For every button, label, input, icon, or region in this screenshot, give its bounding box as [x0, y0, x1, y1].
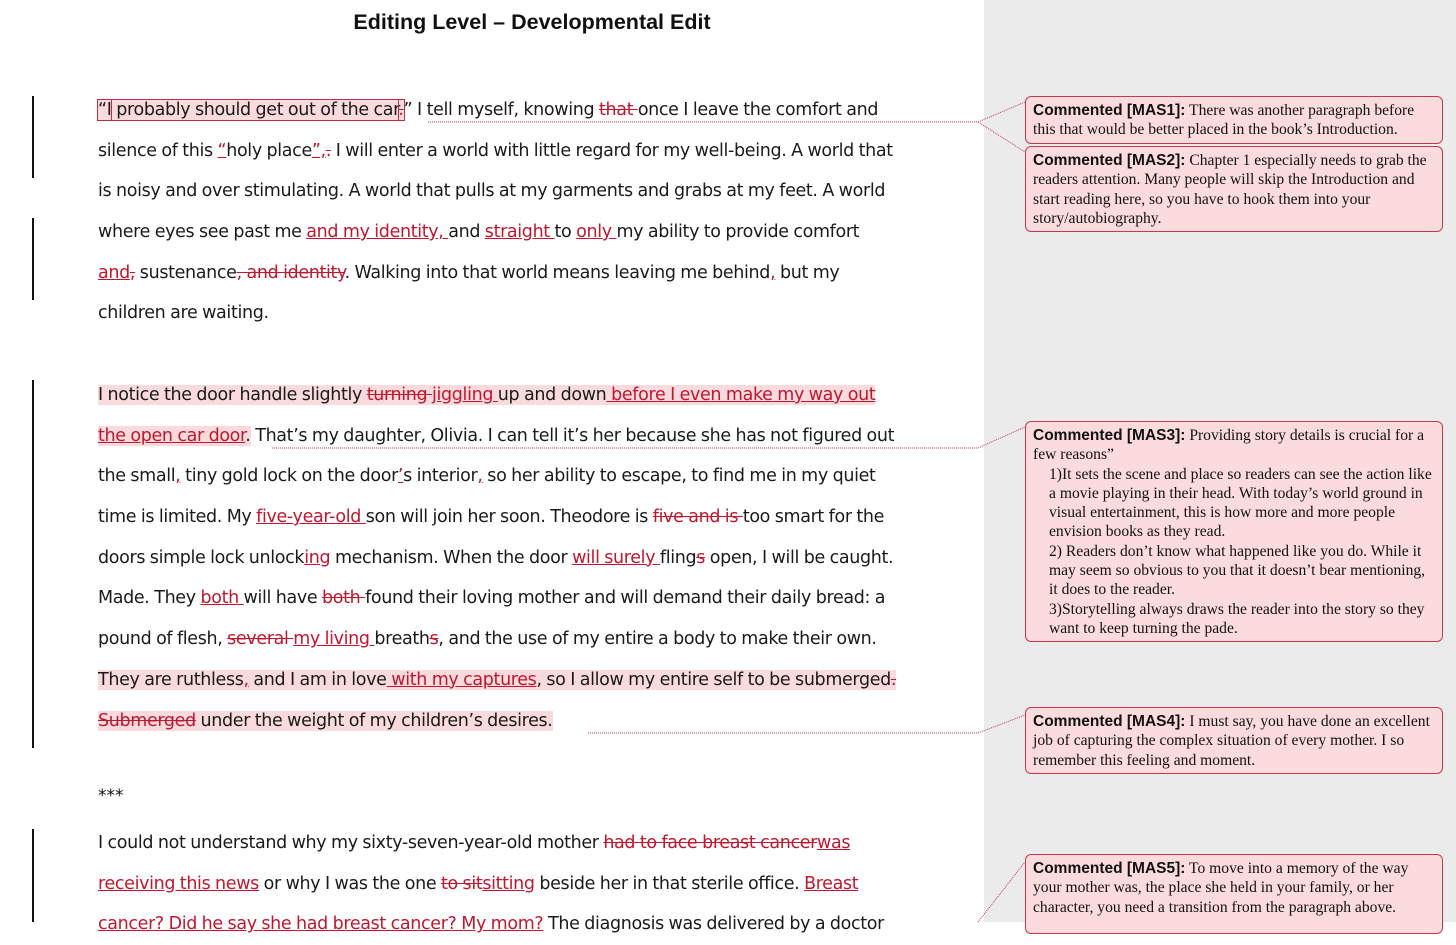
text-run: will have: [243, 588, 323, 609]
inserted-text[interactable]: ”,: [311, 140, 326, 161]
text-line: is noisy and over stimulating. A world that pulls at my garments and grabs at my feet. A world: [98, 181, 886, 202]
inserted-text[interactable]: with my captures: [386, 669, 537, 690]
connector-line: [588, 715, 1025, 733]
deleted-text[interactable]: Submerged: [98, 710, 196, 731]
comment-label: Commented [MAS3]:: [1033, 427, 1186, 444]
text-run: or why I was the one: [258, 873, 441, 894]
scene-break: ***: [98, 786, 124, 806]
deleted-text[interactable]: had to face breast cancer: [603, 833, 817, 853]
text-run: fling: [659, 547, 697, 568]
comment-text: There was another paragraph before this that would be better placed in the book’s Introduction.: [1033, 102, 1415, 139]
text-run: holy place: [226, 140, 312, 161]
comment-text: Chapter 1 especially needs to grab the readers attention. Many people will skip the Introduction and start reading here, so you have to hook them into your story/autobiography.: [1033, 152, 1427, 227]
inserted-text[interactable]: receiving this news: [98, 873, 259, 894]
inserted-text[interactable]: straight: [484, 222, 555, 243]
text-run: doors simple lock unlock: [98, 547, 305, 568]
text-run: to: [554, 222, 577, 243]
connector-line: [978, 862, 1025, 922]
connector-line: [428, 102, 1025, 122]
text-run: under the weight of my children’s desires.: [195, 710, 553, 731]
text-line: children are waiting.: [98, 303, 269, 324]
text-run: up and down: [497, 385, 607, 405]
inserted-text[interactable]: sitting: [482, 873, 535, 894]
comment-balloon[interactable]: [1025, 421, 1443, 642]
deleted-text[interactable]: that: [598, 100, 638, 120]
deleted-text[interactable]: s: [429, 629, 439, 650]
text-run: s interior: [403, 466, 478, 487]
deleted-text[interactable]: s: [696, 547, 706, 568]
text-run: open, I will be caught.: [705, 547, 894, 568]
text-run: and: [448, 222, 485, 243]
inserted-text[interactable]: my living: [293, 629, 375, 650]
comment-text: I must say, you have done an excellent job of capturing the complex situation of every mother. I so remember this feeling and moment.: [1033, 713, 1430, 769]
deleted-text[interactable]: .: [398, 100, 404, 120]
inserted-text[interactable]: and: [98, 262, 130, 283]
text-run: time is limited. My: [98, 507, 257, 528]
deleted-text[interactable]: several: [227, 629, 294, 650]
deleted-text[interactable]: ,: [129, 262, 136, 283]
text-run: and I am in love: [248, 669, 387, 690]
text-run: “I: [98, 100, 112, 120]
connector-line: [978, 122, 1025, 152]
comment-label: Commented [MAS2]:: [1033, 152, 1186, 169]
inserted-text[interactable]: ’: [397, 466, 404, 487]
comment-text: To move into a memory of the way your mother was, the place she held in your family, or her character, you need a transition from the paragraph above.: [1033, 860, 1409, 916]
comment-label: Commented [MAS4]:: [1033, 713, 1186, 730]
text-run: breath: [374, 629, 430, 650]
inserted-text[interactable]: and my identity,: [306, 222, 449, 243]
text-run: I will enter a world with little regard for my well-being. A world that: [331, 140, 893, 161]
inserted-text[interactable]: will surely: [572, 547, 660, 568]
text-run: , so I allow my entire self to be submerged: [536, 669, 891, 690]
text-run: mechanism. When the door: [330, 547, 573, 568]
text-run: , and the use of my entire a body to make their own.: [438, 629, 877, 650]
inserted-text[interactable]: only: [576, 222, 617, 243]
text-run: They are ruthless: [98, 669, 244, 690]
comment-text: Providing story details is crucial for a few reasons”: [1033, 427, 1425, 464]
deleted-text[interactable]: .: [890, 669, 897, 690]
inserted-text[interactable]: the open car door: [98, 425, 246, 446]
text-run: sustenance: [135, 262, 237, 283]
inserted-text[interactable]: cancer? Did he say she had breast cancer? My mom?: [98, 914, 544, 935]
text-run: beside her in that sterile office.: [534, 873, 805, 894]
deleted-text[interactable]: turning: [366, 385, 433, 405]
inserted-text[interactable]: “: [217, 140, 227, 161]
inserted-text[interactable]: was: [817, 833, 851, 853]
comment-balloon[interactable]: [1025, 96, 1443, 144]
connector-line: [272, 427, 1025, 448]
text-run: I notice the door handle slightly: [98, 385, 367, 405]
inserted-text[interactable]: ing: [304, 547, 331, 568]
text-run: my ability to provide comfort: [616, 222, 860, 243]
deleted-text[interactable]: both: [322, 588, 366, 609]
text-run: once I leave the comfort and: [637, 100, 879, 120]
inserted-text[interactable]: ,: [770, 262, 776, 283]
inserted-text[interactable]: ,: [175, 466, 181, 487]
text-run: I could not understand why my sixty-seven-year-old mother: [98, 833, 604, 853]
comment-list-item: 3)Storytelling always draws the reader into the story so they want to keep turning the pade.: [1049, 600, 1425, 637]
text-run: found their loving mother and will demand their daily bread: a: [365, 588, 886, 609]
comment-label: Commented [MAS1]:: [1033, 102, 1186, 119]
text-run: That’s my daughter, Olivia. I can tell it’s her because she has not figured out: [250, 425, 895, 446]
inserted-text[interactable]: five-year-old: [256, 507, 366, 528]
comment-list-item: 1)It sets the scene and place so readers can see the action like a movie playing in their head. With today’s world ground in visual entertainment, this is how more and more people envision books as they read.: [1049, 465, 1432, 541]
inserted-text[interactable]: Breast: [804, 873, 859, 894]
text-run: pound of flesh,: [98, 629, 228, 650]
text-run: too smart for the: [742, 507, 885, 528]
text-run: where eyes see past me: [98, 222, 307, 243]
deleted-text[interactable]: .: [325, 140, 332, 161]
document-title: Editing Level – Developmental Edit: [353, 10, 711, 34]
text-run: but my: [775, 262, 840, 283]
inserted-text[interactable]: ,: [243, 669, 249, 690]
text-run: son will join her soon. Theodore is: [365, 507, 653, 528]
deleted-text[interactable]: to sit: [440, 873, 483, 894]
comment-balloon[interactable]: [1025, 854, 1443, 934]
text-run: silence of this: [98, 140, 218, 161]
inserted-text[interactable]: before I even make my way out: [606, 385, 876, 405]
text-run: . Walking into that world means leaving me behind: [344, 262, 771, 283]
inserted-text[interactable]: both: [200, 588, 244, 609]
comment-balloon[interactable]: [1025, 707, 1443, 774]
deleted-text[interactable]: five and is: [652, 507, 743, 528]
text-run: The diagnosis was delivered by a doctor: [543, 914, 885, 935]
comment-balloon[interactable]: [1025, 146, 1443, 232]
commented-text[interactable]: probably should get out of the car: [111, 100, 399, 120]
deleted-text[interactable]: , and identity: [236, 262, 345, 283]
text-run: so her ability to escape, to find me in my quiet: [482, 466, 876, 487]
comment-label: Commented [MAS5]:: [1033, 860, 1186, 877]
text-run: Made. They: [98, 588, 201, 609]
inserted-text[interactable]: jiggling: [432, 385, 498, 405]
comment-list-item: 2) Readers don’t know what happened like you do. While it may seem so obvious to you that it doesn’t bear mentioning, it does to the reader.: [1049, 542, 1426, 599]
text-run: the small: [98, 466, 176, 487]
text-run: .: [245, 425, 251, 446]
text-run: tiny gold lock on the door: [180, 466, 398, 487]
inserted-text[interactable]: ,: [477, 466, 483, 487]
text-run: ” I tell myself, knowing: [403, 100, 599, 120]
